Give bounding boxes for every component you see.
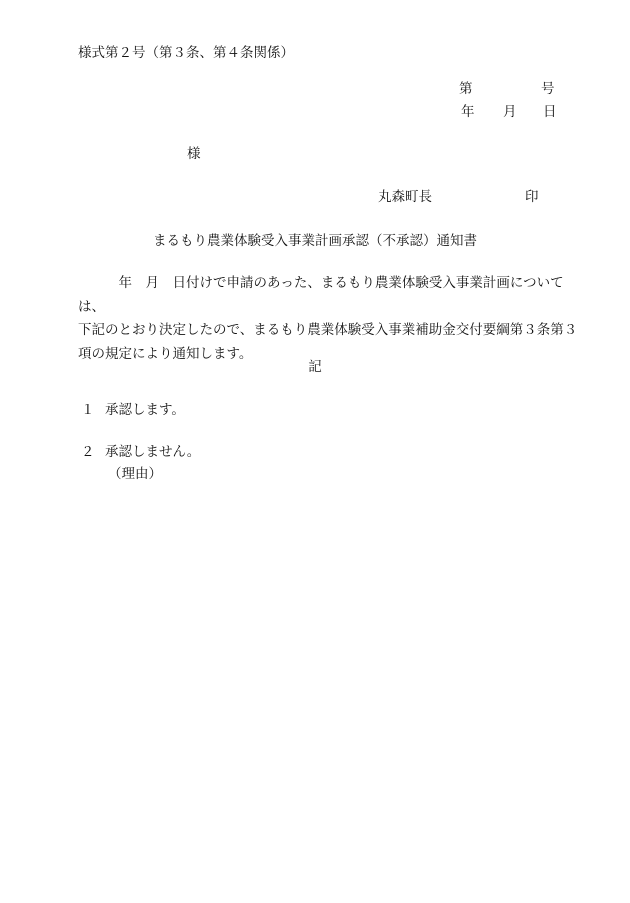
list-item-disapprove bbox=[81, 443, 200, 461]
list-item-approve bbox=[81, 401, 185, 419]
document-number-prefix: 第 bbox=[459, 81, 473, 97]
date-day-label: 日 bbox=[543, 104, 557, 120]
item-text: 承認しません。 bbox=[105, 444, 201, 460]
addressee-honorific: 様 bbox=[187, 146, 201, 162]
item-number: ２ bbox=[81, 444, 95, 460]
reason-label: （理由） bbox=[108, 466, 162, 482]
form-number-label: 様式第２号（第３条、第４条関係） bbox=[78, 45, 294, 61]
ki-heading: 記 bbox=[308, 359, 322, 375]
document-number-suffix: 号 bbox=[541, 81, 555, 97]
date-month-label: 月 bbox=[503, 104, 517, 120]
seal-mark: 印 bbox=[525, 189, 539, 205]
body-paragraph: 年 月 日付けで申請のあった、まるもり農業体験受入事業計画については、 下記のとおり決定したので、まるもり農業体験受入事業補助金交付要綱第３条第３ 項の規定により通知します。 bbox=[78, 275, 578, 362]
issuer-name: 丸森町長 bbox=[378, 189, 432, 205]
item-number: １ bbox=[81, 402, 95, 418]
document-title: まるもり農業体験受入事業計画承認（不承認）通知書 bbox=[153, 233, 477, 249]
date-year-label: 年 bbox=[461, 104, 475, 120]
item-text: 承認します。 bbox=[105, 402, 185, 418]
